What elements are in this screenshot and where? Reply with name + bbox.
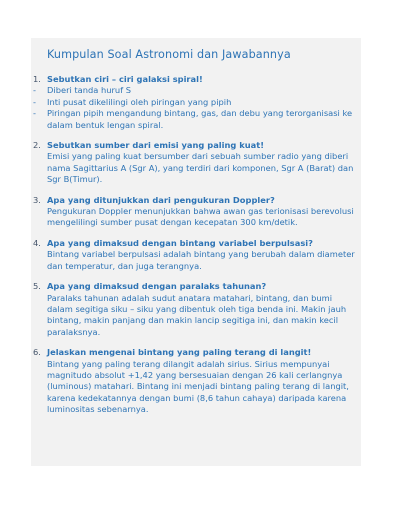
dash-bullet-icon: - xyxy=(33,96,36,107)
question-list xyxy=(33,74,359,425)
question-number: 1. xyxy=(33,74,41,84)
question-text: Apa yang dimaksud dengan bintang variabel berpulsasi? xyxy=(47,237,313,248)
answer-text: Bintang variabel berpulsasi adalah bintang yang berubah dalam diameter dan temperatur, dan juga terangnya. xyxy=(47,249,355,271)
question-item-3 xyxy=(33,195,359,229)
dash-bullet-icon: - xyxy=(33,108,36,119)
answer-bullet-text: Piringan pipih mengandung bintang, gas, dan debu yang terorganisasi ke dalam bentuk lengan spiral. xyxy=(47,108,353,130)
answer-text: Bintang yang paling terang dilangit adalah sirius. Sirius mempunyai magnitudo absolut +1,42 yang bersesuaian dengan 26 kali cerlangnya (luminous) matahari. Bintang ini menjadi bintang paling terang di langit, karena kedekatannya dengan bumi (8,6 tahun cahaya) daripada karena luminositas sebenarnya. xyxy=(47,358,349,415)
dash-bullet-icon: - xyxy=(33,85,36,96)
question-item-2 xyxy=(33,140,359,186)
question-text: Sebutkan sumber dari emisi yang paling kuat! xyxy=(47,140,264,151)
question-number: 4. xyxy=(33,237,41,248)
answer-bullet-text: Inti pusat dikelilingi oleh piringan yang pipih xyxy=(47,96,232,107)
question-item-4 xyxy=(33,238,359,272)
answer-bullet xyxy=(33,97,359,108)
answer-text: Pengukuran Doppler menunjukkan bahwa awan gas terionisasi berevolusi mengelilingi sumber pusat dengan kecepatan 300 km/detik. xyxy=(47,206,354,228)
question-number: 5. xyxy=(33,281,41,292)
question-item-6 xyxy=(33,347,359,415)
question-text: Apa yang ditunjukkan dari pengukuran Doppler? xyxy=(47,194,275,205)
question-number: 6. xyxy=(33,347,41,358)
question-item-1 xyxy=(33,74,359,131)
question-text: Apa yang dimaksud dengan paralaks tahunan? xyxy=(47,281,267,292)
answer-bullet-text: Diberi tanda huruf S xyxy=(47,85,132,96)
question-item-5 xyxy=(33,281,359,338)
answer-bullet xyxy=(33,85,359,96)
answer-bullet-list xyxy=(33,85,359,131)
question-text: Sebutkan ciri – ciri galaksi spiral! xyxy=(47,74,203,84)
question-text: Jelaskan mengenai bintang yang paling terang di langit! xyxy=(47,347,312,358)
answer-text: Emisi yang paling kuat bersumber dari sebuah sumber radio yang diberi nama Sagittarius A (Sgr A), yang terdiri dari komponen, Sgr A (Barat) dan Sgr B(Timur). xyxy=(47,151,354,185)
question-number: 2. xyxy=(33,140,41,151)
document-title: Kumpulan Soal Astronomi dan Jawabannya xyxy=(47,48,291,61)
question-number: 3. xyxy=(33,194,41,205)
answer-bullet xyxy=(33,108,359,131)
answer-text: Paralaks tahunan adalah sudut anatara matahari, bintang, dan bumi dalam segitiga siku – siku yang dibentuk oleh tiga benda ini. Makin jauh bintang, makin panjang dan makin lancip segitiga ini, dan makin kecil paralaksnya. xyxy=(47,292,347,337)
